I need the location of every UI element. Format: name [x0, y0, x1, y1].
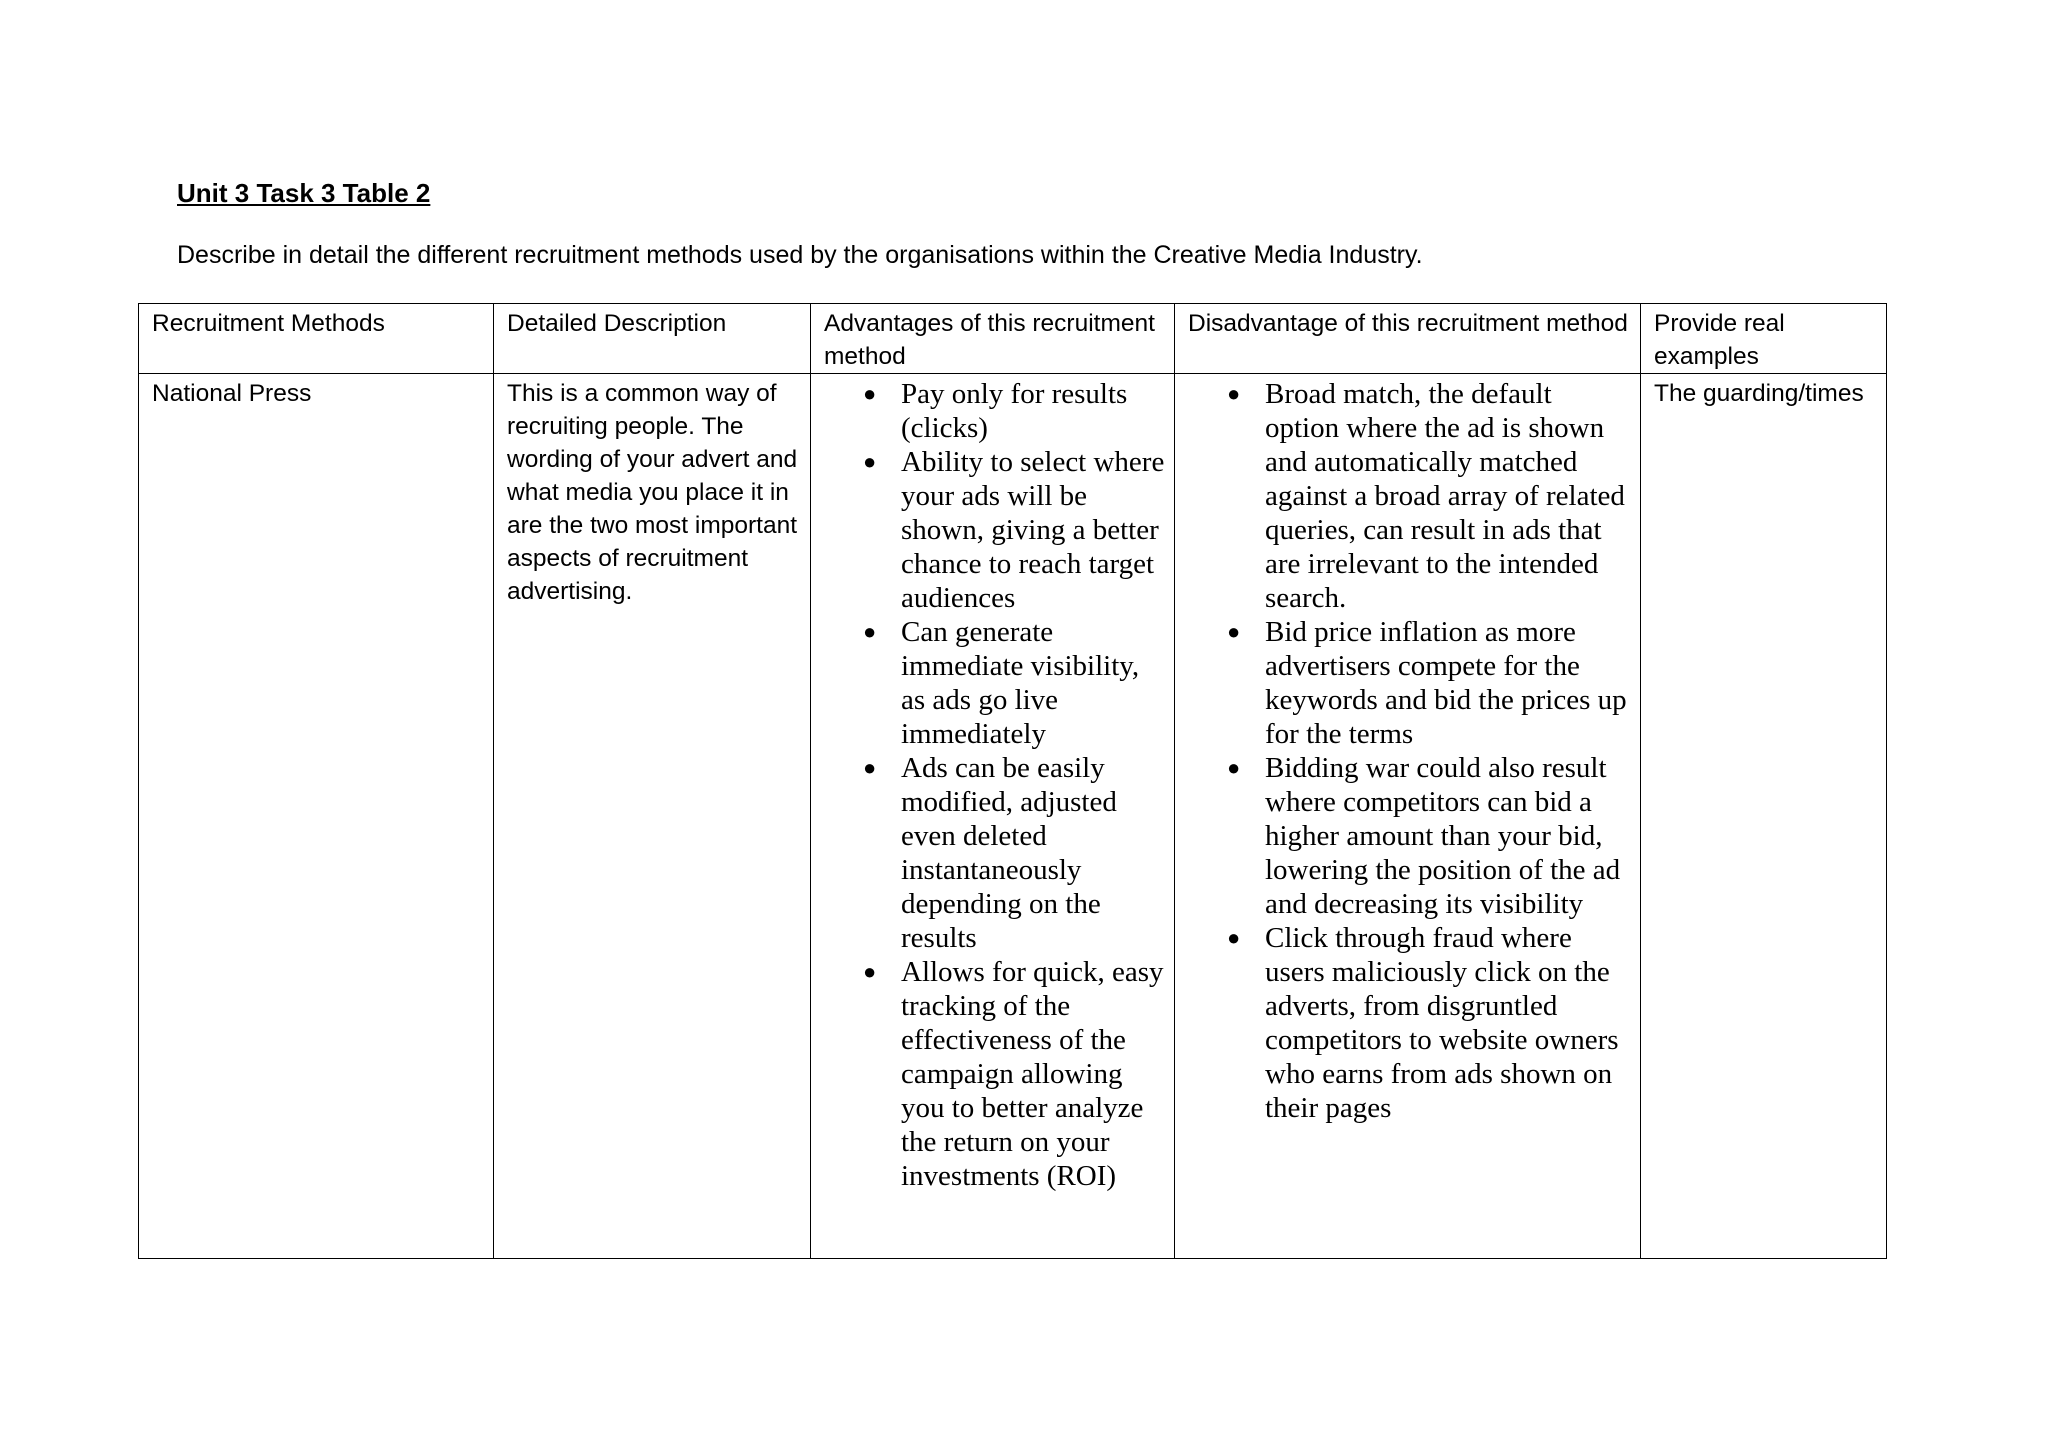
description-cell: This is a common way of recruiting people. The wording of your advert and what media you place it in are the two most important aspects of recruitment advertising. [494, 374, 811, 1259]
table-header-row [139, 304, 1887, 374]
advantages-list [811, 377, 1166, 1193]
disadvantages-list [1175, 377, 1632, 1125]
bullet-icon: ● [863, 959, 877, 984]
list-item [1175, 921, 1632, 1125]
disadvantage-text: Broad match, the default option where the ad is shown and automatically matched against a broad array of related queries, can result in ads that are irrelevant to the intended search. [1265, 378, 1625, 614]
table-row [139, 374, 1887, 1259]
disadvantages-cell [1175, 374, 1641, 1259]
list-item [811, 377, 1166, 445]
list-item [1175, 751, 1632, 921]
bullet-icon: ● [863, 449, 877, 474]
list-item [1175, 377, 1632, 615]
header-disadvantages: Disadvantage of this recruitment method [1175, 304, 1641, 374]
examples-cell: The guarding/times [1641, 374, 1887, 1259]
list-item [811, 955, 1166, 1193]
page-title: Unit 3 Task 3 Table 2 [177, 178, 431, 208]
list-item [811, 615, 1166, 751]
list-item [811, 445, 1166, 615]
disadvantage-text: Bid price inflation as more advertisers compete for the keywords and bid the prices up for the terms [1265, 616, 1627, 750]
list-item [811, 751, 1166, 955]
list-item [1175, 615, 1632, 751]
header-recruitment-methods: Recruitment Methods [139, 304, 494, 374]
disadvantage-text: Bidding war could also result where competitors can bid a higher amount than your bid, lowering the position of the ad and decreasing its visibility [1265, 752, 1621, 920]
advantages-cell [811, 374, 1175, 1259]
bullet-icon: ● [1227, 381, 1241, 406]
header-real-examples: Provide real examples [1641, 304, 1887, 374]
bullet-icon: ● [863, 619, 877, 644]
advantage-text: Ads can be easily modified, adjusted even deleted instantaneously depending on the results [901, 752, 1117, 954]
advantage-text: Ability to select where your ads will be shown, giving a better chance to reach target audiences [901, 446, 1165, 614]
bullet-icon: ● [1227, 619, 1241, 644]
advantage-text: Can generate immediate visibility, as ads go live immediately [901, 616, 1140, 750]
header-advantages: Advantages of this recruitment method [811, 304, 1175, 374]
advantage-text: Pay only for results (clicks) [901, 378, 1128, 444]
advantage-text: Allows for quick, easy tracking of the effectiveness of the campaign allowing you to better analyze the return on your investments (ROI) [901, 956, 1164, 1192]
bullet-icon: ● [863, 755, 877, 780]
recruitment-methods-table [138, 303, 1887, 1259]
bullet-icon: ● [863, 381, 877, 406]
disadvantage-text: Click through fraud where users maliciously click on the adverts, from disgruntled competitors to website owners who earns from ads shown on their pages [1265, 922, 1619, 1124]
header-detailed-description: Detailed Description [494, 304, 811, 374]
method-cell: National Press [139, 374, 494, 1259]
task-instruction: Describe in detail the different recruitment methods used by the organisations within the Creative Media Industry. [177, 241, 1423, 269]
bullet-icon: ● [1227, 925, 1241, 950]
bullet-icon: ● [1227, 755, 1241, 780]
